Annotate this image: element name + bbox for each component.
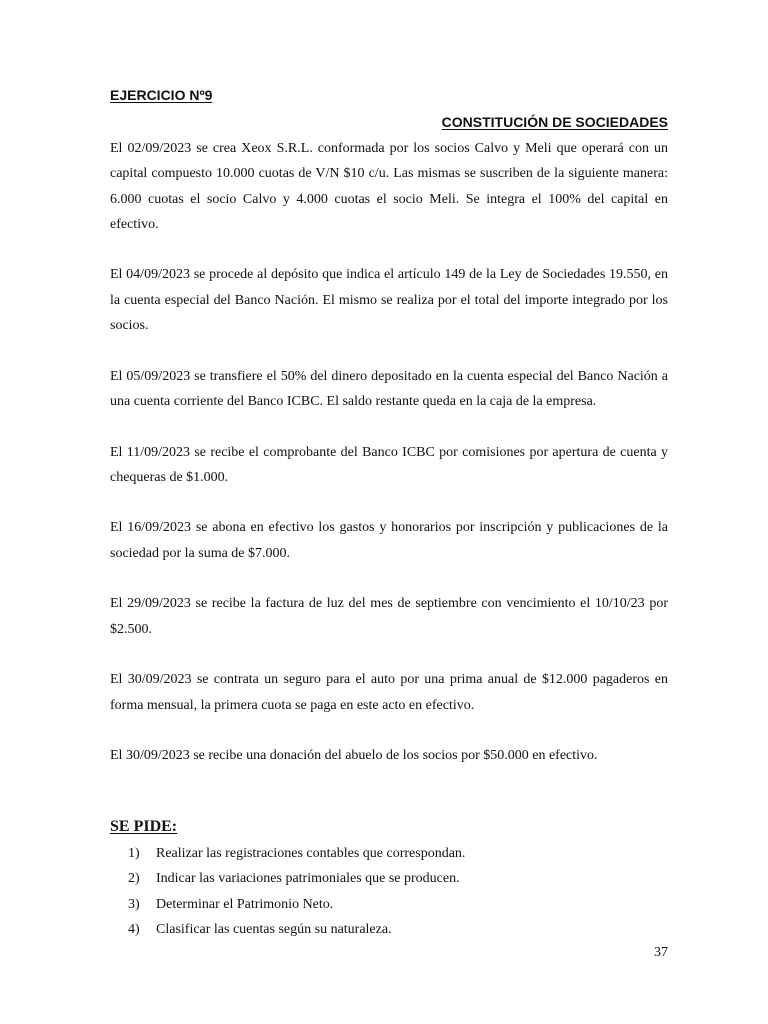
list-item: [110, 917, 465, 942]
list-item: [110, 892, 465, 917]
paragraph: El 16/09/2023 se abona en efectivo los gastos y honorarios por inscripción y publicaciones de la sociedad por la suma de $7.000.: [110, 520, 668, 561]
list-item-number: 4): [128, 921, 140, 937]
list-item-text: Indicar las variaciones patrimoniales que se producen.: [156, 871, 460, 887]
list-item-number: 3): [128, 896, 140, 912]
list-item-text: Clasificar las cuentas según su naturaleza.: [156, 921, 392, 937]
list-item-text: Realizar las registraciones contables que correspondan.: [156, 846, 466, 861]
section-title: CONSTITUCIÓN DE SOCIEDADES: [441, 114, 668, 130]
list-item: [110, 866, 465, 891]
paragraph: El 02/09/2023 se crea Xeox S.R.L. conformada por los socios Calvo y Meli que operará con un capital compuesto 10.000 cuotas de V/N $10 c/u. Las mismas se suscriben de la siguiente manera: 6.000 cuotas el socio Calvo y 4.000 cuotas el socio Meli. Se integra el 100% del capital en efectivo.: [110, 141, 668, 232]
exercise-title: EJERCICIO Nº9: [110, 87, 213, 103]
page-number: 37: [654, 945, 668, 960]
list-item: [110, 841, 465, 866]
requirements-list: [110, 841, 465, 942]
list-item-text: Determinar el Patrimonio Neto.: [156, 896, 334, 912]
list-item-number: 2): [128, 871, 140, 887]
paragraph: El 11/09/2023 se recibe el comprobante del Banco ICBC por comisiones por apertura de cuenta y chequeras de $1.000.: [110, 444, 668, 485]
paragraph: El 04/09/2023 se procede al depósito que indica el artículo 149 de la Ley de Sociedades 19.550, en la cuenta especial del Banco Nación. El mismo se realiza por el total del importe integrado por los socios.: [110, 267, 668, 334]
paragraph: El 05/09/2023 se transfiere el 50% del dinero depositado en la cuenta especial del Banco Nación a una cuenta corriente del Banco ICBC. El saldo restante queda en la caja de la empresa.: [110, 368, 668, 409]
list-item-number: 1): [128, 846, 140, 861]
paragraph: El 29/09/2023 se recibe la factura de luz del mes de septiembre con vencimiento el 10/10/23 por $2.500.: [110, 596, 668, 637]
paragraph: El 30/09/2023 se contrata un seguro para el auto por una prima anual de $12.000 pagaderos en forma mensual, la primera cuota se paga en este acto en efectivo.: [110, 672, 668, 713]
requirements-title: SE PIDE:: [110, 818, 178, 835]
exercise-statement: [110, 136, 668, 768]
paragraph: El 30/09/2023 se recibe una donación del abuelo de los socios por $50.000 en efectivo.: [110, 748, 598, 764]
